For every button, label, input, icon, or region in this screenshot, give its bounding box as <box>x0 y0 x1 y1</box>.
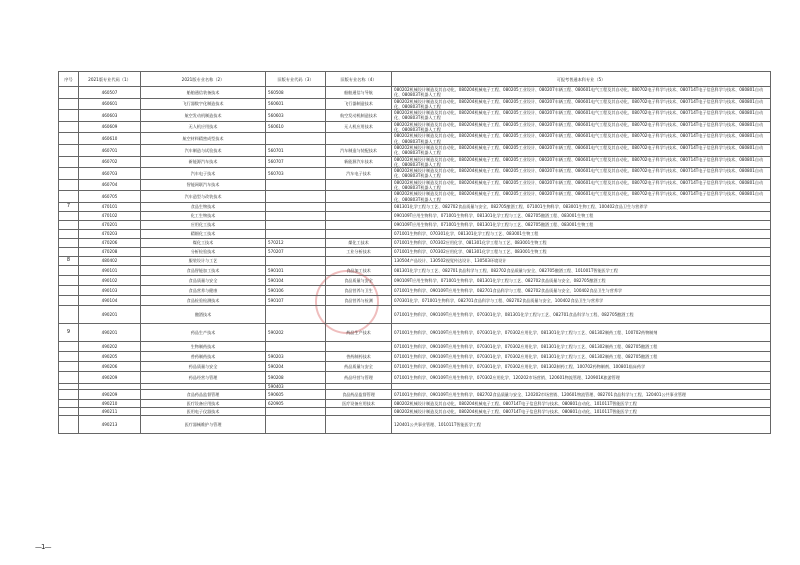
table-row <box>59 179 771 191</box>
code-2021-cell: 490206 <box>79 361 141 371</box>
table-row <box>59 87 771 99</box>
table-row <box>59 400 771 408</box>
old-name-cell: 食品质量与安全 <box>326 275 392 285</box>
code-2021-cell: 460601 <box>79 98 141 110</box>
seq-cell <box>59 275 79 285</box>
code-2021-cell: 490213 <box>79 416 141 434</box>
name-2021-cell: 汽车造型与改装技术 <box>141 191 266 203</box>
seq-cell <box>59 341 79 351</box>
old-code-cell: 590107 <box>266 295 326 305</box>
seq-cell <box>59 238 79 247</box>
old-name-cell: 无人机应用技术 <box>326 121 392 133</box>
header-seq: 序号 <box>59 72 79 87</box>
old-code-cell: 590403 <box>266 383 326 389</box>
majors-cell: 071001生物科学、090109T应用生物科学、082702食品质量与安全、120202市场营销、120601物流管理、082701食品科学与工程、120401公共事业管理 <box>392 390 771 400</box>
seq-cell <box>59 351 79 361</box>
old-code-cell: 560701 <box>266 144 326 156</box>
table-row <box>59 121 771 133</box>
code-2021-cell: 490102 <box>79 275 141 285</box>
code-2021-cell: 460702 <box>79 156 141 168</box>
old-name-cell: 煤化工技术 <box>326 238 392 247</box>
table-row <box>59 285 771 295</box>
name-2021-cell: 分析检验技术 <box>141 247 266 256</box>
old-name-cell: 汽车制造与装配技术 <box>326 144 392 156</box>
old-name-cell <box>326 256 392 265</box>
old-name-cell: 药品生产技术 <box>326 323 392 341</box>
majors-cell: 090109T应用生物科学、071001生物科学、081301化学工程与工艺、082702食品质量与安全、082705酿酒工程 <box>392 275 771 285</box>
seq-cell <box>59 295 79 305</box>
majors-cell: 080202机械设计制造及其自动化、080204机械电子工程、080205工业设计、080207车辆工程、080601电气工程及其自动化、080702电子科学与技术、080714T电子信息科学与技术、080801自动化、080803T机器人工程 <box>392 87 771 99</box>
old-code-cell: 590104 <box>266 275 326 285</box>
seq-cell <box>59 247 79 256</box>
majors-cell: 071001生物科学、090109T应用生物科学、070301化学、070302应用化学、081301化学工程与工艺、081302制药工程、082705酿酒工程 <box>392 351 771 361</box>
majors-cell: 071001生物科学、090109T应用生物科学、070301化学、081301化学工程与工艺、082701食品科学与工程、082705酿酒工程 <box>392 305 771 323</box>
old-name-cell: 食品营养与卫生 <box>326 285 392 295</box>
majors-cell: 071001生物科学、070302应用化学、081301化学工程与工艺、083001生物工程 <box>392 247 771 256</box>
old-name-cell <box>326 211 392 220</box>
code-2021-cell: 460705 <box>79 191 141 203</box>
old-code-cell <box>266 305 326 323</box>
old-code-cell <box>266 408 326 416</box>
old-name-cell: 食品营养与检测 <box>326 295 392 305</box>
name-2021-cell: 食品智能加工技术 <box>141 265 266 275</box>
table-row <box>59 408 771 416</box>
old-code-cell: 560508 <box>266 87 326 99</box>
old-code-cell: 590204 <box>266 361 326 371</box>
majors-cell: 080202机械设计制造及其自动化、080204机械电子工程、080205工业设计、080207车辆工程、080601电气工程及其自动化、080702电子科学与技术、080714T电子信息科学与技术、080801自动化、080803T机器人工程 <box>392 168 771 180</box>
seq-cell: 8 <box>59 256 79 265</box>
name-2021-cell: 药品质量与安全 <box>141 361 266 371</box>
seq-cell <box>59 371 79 383</box>
name-2021-cell: 酿酒技术 <box>141 305 266 323</box>
old-name-cell <box>326 229 392 238</box>
old-name-cell <box>326 220 392 229</box>
seq-cell <box>59 110 79 122</box>
name-2021-cell: 船舶通信装备技术 <box>141 87 266 99</box>
majors-cell: 130504产品设计、130502视觉传达设计、130503环境设计 <box>392 256 771 265</box>
old-name-cell <box>326 416 392 434</box>
majors-cell: 070301化学、071001生物科学、082701食品科学与工程、082702食品质量与安全、100402食品卫生与营养学 <box>392 295 771 305</box>
table-row <box>59 361 771 371</box>
code-2021-cell: 490205 <box>79 351 141 361</box>
code-2021-cell: 460603 <box>79 110 141 122</box>
name-2021-cell: 生物制药技术 <box>141 341 266 351</box>
code-2021-cell: 490209 <box>79 390 141 400</box>
old-code-cell: 560707 <box>266 156 326 168</box>
majors-cell: 080202机械设计制造及其自动化、080204机械电子工程、080205工业设计、080207车辆工程、080601电气工程及其自动化、080702电子科学与技术、080714T电子信息科学与技术、080801自动化、080803T机器人工程 <box>392 133 771 145</box>
header-majors: 可报考普通本科专业（5） <box>392 72 771 87</box>
name-2021-cell: 精细化工技术 <box>141 229 266 238</box>
table-row <box>59 305 771 323</box>
old-code-cell <box>266 191 326 203</box>
name-2021-cell: 兽药制药技术 <box>141 351 266 361</box>
majors-cell: 080202机械设计制造及其自动化、080204机械电子工程、080205工业设计、080207车辆工程、080601电气工程及其自动化、080702电子科学与技术、080714T电子信息科学与技术、080801自动化、080803T机器人工程 <box>392 191 771 203</box>
old-name-cell: 工业分析技术 <box>326 247 392 256</box>
table-row <box>59 247 771 256</box>
code-2021-cell: 490202 <box>79 341 141 351</box>
seq-cell <box>59 156 79 168</box>
name-2021-cell: 煤化工技术 <box>141 238 266 247</box>
old-code-cell <box>266 220 326 229</box>
seq-cell <box>59 390 79 400</box>
header-old-code: 旧版专业代码（3） <box>266 72 326 87</box>
old-name-cell: 新能源汽车技术 <box>326 156 392 168</box>
old-code-cell <box>266 202 326 211</box>
seq-cell: 7 <box>59 202 79 211</box>
code-2021-cell: 460701 <box>79 144 141 156</box>
old-code-cell <box>266 133 326 145</box>
code-2021-cell: 490201 <box>79 305 141 323</box>
code-2021-cell: 460704 <box>79 179 141 191</box>
majors-cell: 080202机械设计制造及其自动化、080204机械电子工程、080714T电子信息科学与技术、080801自动化、101011T智能医学工程 <box>392 400 771 408</box>
old-code-cell <box>266 341 326 351</box>
code-2021-cell: 470201 <box>79 220 141 229</box>
majors-cell: 071001生物科学、090109T应用生物科学、070301化学、070302应用化学、081301化学工程与工艺、081302制药工程、082705酿酒工程 <box>392 341 771 351</box>
seq-cell <box>59 305 79 323</box>
old-name-cell <box>326 191 392 203</box>
code-2021-cell: 490211 <box>79 408 141 416</box>
old-code-cell: 590605 <box>266 390 326 400</box>
majors-cell: 071001生物科学、090109T应用生物科学、070301化学、070302应用化学、081302制药工程、100702药物制剂、100801临床药学 <box>392 361 771 371</box>
table-row <box>59 238 771 247</box>
seq-cell <box>59 220 79 229</box>
old-code-cell: 570207 <box>266 247 326 256</box>
name-2021-cell: 食品药品监督管理 <box>141 390 266 400</box>
majors-cell: 090109T应用生物科学、071001生物科学、081301化学工程与工艺、082705酿酒工程、083001生物工程 <box>392 211 771 220</box>
table-row <box>59 323 771 341</box>
seq-cell <box>59 121 79 133</box>
code-2021-cell: 460610 <box>79 133 141 145</box>
table-row <box>59 191 771 203</box>
majors-cell: 071001生物科学、090109T应用生物科学、070301化学、070302应用化学、081301化学工程与工艺、081302制药工程、100702药物制剂 <box>392 323 771 341</box>
old-name-cell: 医疗设备应用技术 <box>326 400 392 408</box>
code-2021-cell: 460507 <box>79 87 141 99</box>
code-2021-cell: 460609 <box>79 121 141 133</box>
seq-cell <box>59 361 79 371</box>
seq-cell <box>59 285 79 295</box>
majors-cell: 071001生物科学、070301化学、081301化学工程与工艺、083001生物工程 <box>392 229 771 238</box>
old-name-cell <box>326 179 392 191</box>
name-2021-cell: 飞行器数字化制造技术 <box>141 98 266 110</box>
majors-cell: 080202机械设计制造及其自动化、080204机械电子工程、080205工业设计、080207车辆工程、080601电气工程及其自动化、080702电子科学与技术、080714T电子信息科学与技术、080801自动化、080803T机器人工程 <box>392 179 771 191</box>
name-2021-cell: 医疗器械维护与管理 <box>141 416 266 434</box>
table-row <box>59 98 771 110</box>
old-code-cell: 560703 <box>266 168 326 180</box>
code-2021-cell: 470102 <box>79 211 141 220</box>
table-row <box>59 168 771 180</box>
majors-cell: 080202机械设计制造及其自动化、080204机械电子工程、080205工业设计、080207车辆工程、080601电气工程及其自动化、080702电子科学与技术、080714T电子信息科学与技术、080801自动化、080803T机器人工程 <box>392 98 771 110</box>
old-code-cell <box>266 179 326 191</box>
old-name-cell: 食品药品监督管理 <box>326 390 392 400</box>
seq-cell <box>59 416 79 434</box>
seq-cell <box>59 211 79 220</box>
code-2021-cell: 470208 <box>79 247 141 256</box>
page-number: —1— <box>35 543 51 551</box>
table-row <box>59 265 771 275</box>
table-row <box>59 220 771 229</box>
old-code-cell: 590202 <box>266 323 326 341</box>
name-2021-cell: 服装设计与工艺 <box>141 256 266 265</box>
old-name-cell <box>326 305 392 323</box>
table-row <box>59 390 771 400</box>
majors-cell: 080202机械设计制造及其自动化、080204机械电子工程、080205工业设计、080207车辆工程、080601电气工程及其自动化、080702电子科学与技术、080714T电子信息科学与技术、080801自动化、080803T机器人工程 <box>392 121 771 133</box>
name-2021-cell: 化工生物技术 <box>141 211 266 220</box>
majors-cell: 071001生物科学、070302应用化学、081301化学工程与工艺、083001生物工程 <box>392 238 771 247</box>
majors-cell: 071001生物科学、090109T应用生物科学、070302应用化学、120202市场营销、120601物流管理、120901K旅游管理 <box>392 371 771 383</box>
seq-cell <box>59 229 79 238</box>
majors-cell: 080202机械设计制造及其自动化、080204机械电子工程、080205工业设计、080207车辆工程、080601电气工程及其自动化、080702电子科学与技术、080714T电子信息科学与技术、080801自动化、080803T机器人工程 <box>392 156 771 168</box>
old-code-cell <box>266 416 326 434</box>
code-2021-cell: 490201 <box>79 323 141 341</box>
majors-cell: 080202机械设计制造及其自动化、080204机械电子工程、080714T电子信息科学与技术、080801自动化、101011T智能医学工程 <box>392 408 771 416</box>
seq-cell <box>59 265 79 275</box>
old-name-cell <box>326 408 392 416</box>
majors-cell: 071001生物科学、090109T应用生物科学、082701食品科学与工程、082702食品质量与安全、100402食品卫生与营养学 <box>392 285 771 295</box>
name-2021-cell: 无人机应用技术 <box>141 121 266 133</box>
old-code-cell: 560610 <box>266 121 326 133</box>
table-row <box>59 110 771 122</box>
majors-cell: 081301化学工程与工艺、082701食品科学与工程、082702食品质量与安全、082705酿酒工程、101001T智能医学工程 <box>392 265 771 275</box>
old-name-cell <box>326 341 392 351</box>
table-row <box>59 256 771 265</box>
seq-cell <box>59 98 79 110</box>
majors-cell: 080202机械设计制造及其自动化、080204机械电子工程、080205工业设计、080207车辆工程、080601电气工程及其自动化、080702电子科学与技术、080714T电子信息科学与技术、080801自动化、080803T机器人工程 <box>392 144 771 156</box>
table-row <box>59 295 771 305</box>
name-2021-cell: 医用电子仪器技术 <box>141 408 266 416</box>
majors-table <box>58 71 771 434</box>
old-code-cell: 560603 <box>266 110 326 122</box>
old-code-cell: 590208 <box>266 371 326 383</box>
header-name-2021: 2021版专业名称（2） <box>141 72 266 87</box>
seq-cell <box>59 168 79 180</box>
name-2021-cell: 应用化工技术 <box>141 220 266 229</box>
table-header-row <box>59 72 771 87</box>
name-2021-cell: 航空材料精密成型技术 <box>141 133 266 145</box>
code-2021-cell: 470203 <box>79 229 141 238</box>
majors-cell: 080202机械设计制造及其自动化、080204机械电子工程、080205工业设计、080207车辆工程、080601电气工程及其自动化、080702电子科学与技术、080714T电子信息科学与技术、080801自动化、080803T机器人工程 <box>392 110 771 122</box>
majors-cell: 081301化学工程与工艺、082702食品质量与安全、082705酿酒工程、071001生物科学、083001生物工程、100402食品卫生与营养学 <box>392 202 771 211</box>
table-row <box>59 416 771 434</box>
header-code-2021: 2021版专业代码（1） <box>79 72 141 87</box>
old-code-cell: 590106 <box>266 285 326 295</box>
table-row <box>59 229 771 238</box>
seq-cell <box>59 191 79 203</box>
old-name-cell: 船舶通信与导航 <box>326 87 392 99</box>
seq-cell <box>59 179 79 191</box>
name-2021-cell: 药品生产技术 <box>141 323 266 341</box>
table-row <box>59 156 771 168</box>
code-2021-cell: 470206 <box>79 238 141 247</box>
old-code-cell <box>266 256 326 265</box>
name-2021-cell: 汽车电子技术 <box>141 168 266 180</box>
majors-cell: 090109T应用生物科学、071001生物科学、081301化学工程与工艺、082705酿酒工程、083001生物工程 <box>392 220 771 229</box>
old-name-cell <box>326 133 392 145</box>
old-name-cell: 汽车电子技术 <box>326 168 392 180</box>
table-body <box>59 87 771 434</box>
table-row <box>59 211 771 220</box>
old-code-cell: 570212 <box>266 238 326 247</box>
name-2021-cell: 新能源汽车技术 <box>141 156 266 168</box>
code-2021-cell: 490104 <box>79 295 141 305</box>
code-2021-cell: 490101 <box>79 265 141 275</box>
table-row <box>59 351 771 361</box>
old-code-cell: 620905 <box>266 400 326 408</box>
header-old-name: 旧版专业名称（4） <box>326 72 392 87</box>
seq-cell <box>59 133 79 145</box>
old-name-cell: 药品质量与安全 <box>326 361 392 371</box>
table-row <box>59 144 771 156</box>
name-2021-cell: 智能网联汽车技术 <box>141 179 266 191</box>
seq-cell <box>59 144 79 156</box>
code-2021-cell: 490103 <box>79 285 141 295</box>
name-2021-cell: 食品检验检测技术 <box>141 295 266 305</box>
old-name-cell: 食品加工技术 <box>326 265 392 275</box>
old-name-cell: 飞行器制造技术 <box>326 98 392 110</box>
code-2021-cell: 490210 <box>79 400 141 408</box>
name-2021-cell: 食品生物技术 <box>141 202 266 211</box>
old-code-cell <box>266 229 326 238</box>
old-name-cell: 兽药制药技术 <box>326 351 392 361</box>
table-row <box>59 202 771 211</box>
code-2021-cell: 470101 <box>79 202 141 211</box>
old-name-cell: 航空发动机制造技术 <box>326 110 392 122</box>
table-row <box>59 371 771 383</box>
code-2021-cell: 480402 <box>79 256 141 265</box>
old-code-cell <box>266 211 326 220</box>
name-2021-cell: 医疗设备应用技术 <box>141 400 266 408</box>
old-name-cell: 药品经营与管理 <box>326 371 392 383</box>
code-2021-cell: 490209 <box>79 371 141 383</box>
old-name-cell <box>326 202 392 211</box>
seq-cell: 9 <box>59 323 79 341</box>
table-row <box>59 341 771 351</box>
seq-cell <box>59 400 79 408</box>
code-2021-cell: 460703 <box>79 168 141 180</box>
majors-cell: 120401公共事业管理、101011T智能医学工程 <box>392 416 771 434</box>
table-row <box>59 275 771 285</box>
name-2021-cell: 药品经营与管理 <box>141 371 266 383</box>
old-code-cell: 560601 <box>266 98 326 110</box>
old-code-cell: 590203 <box>266 351 326 361</box>
name-2021-cell: 航空发动机制造技术 <box>141 110 266 122</box>
name-2021-cell: 汽车制造与试验技术 <box>141 144 266 156</box>
name-2021-cell: 食品营养与健康 <box>141 285 266 295</box>
old-code-cell: 590101 <box>266 265 326 275</box>
seq-cell <box>59 408 79 416</box>
seq-cell <box>59 87 79 99</box>
name-2021-cell: 食品质量与安全 <box>141 275 266 285</box>
table-row <box>59 133 771 145</box>
